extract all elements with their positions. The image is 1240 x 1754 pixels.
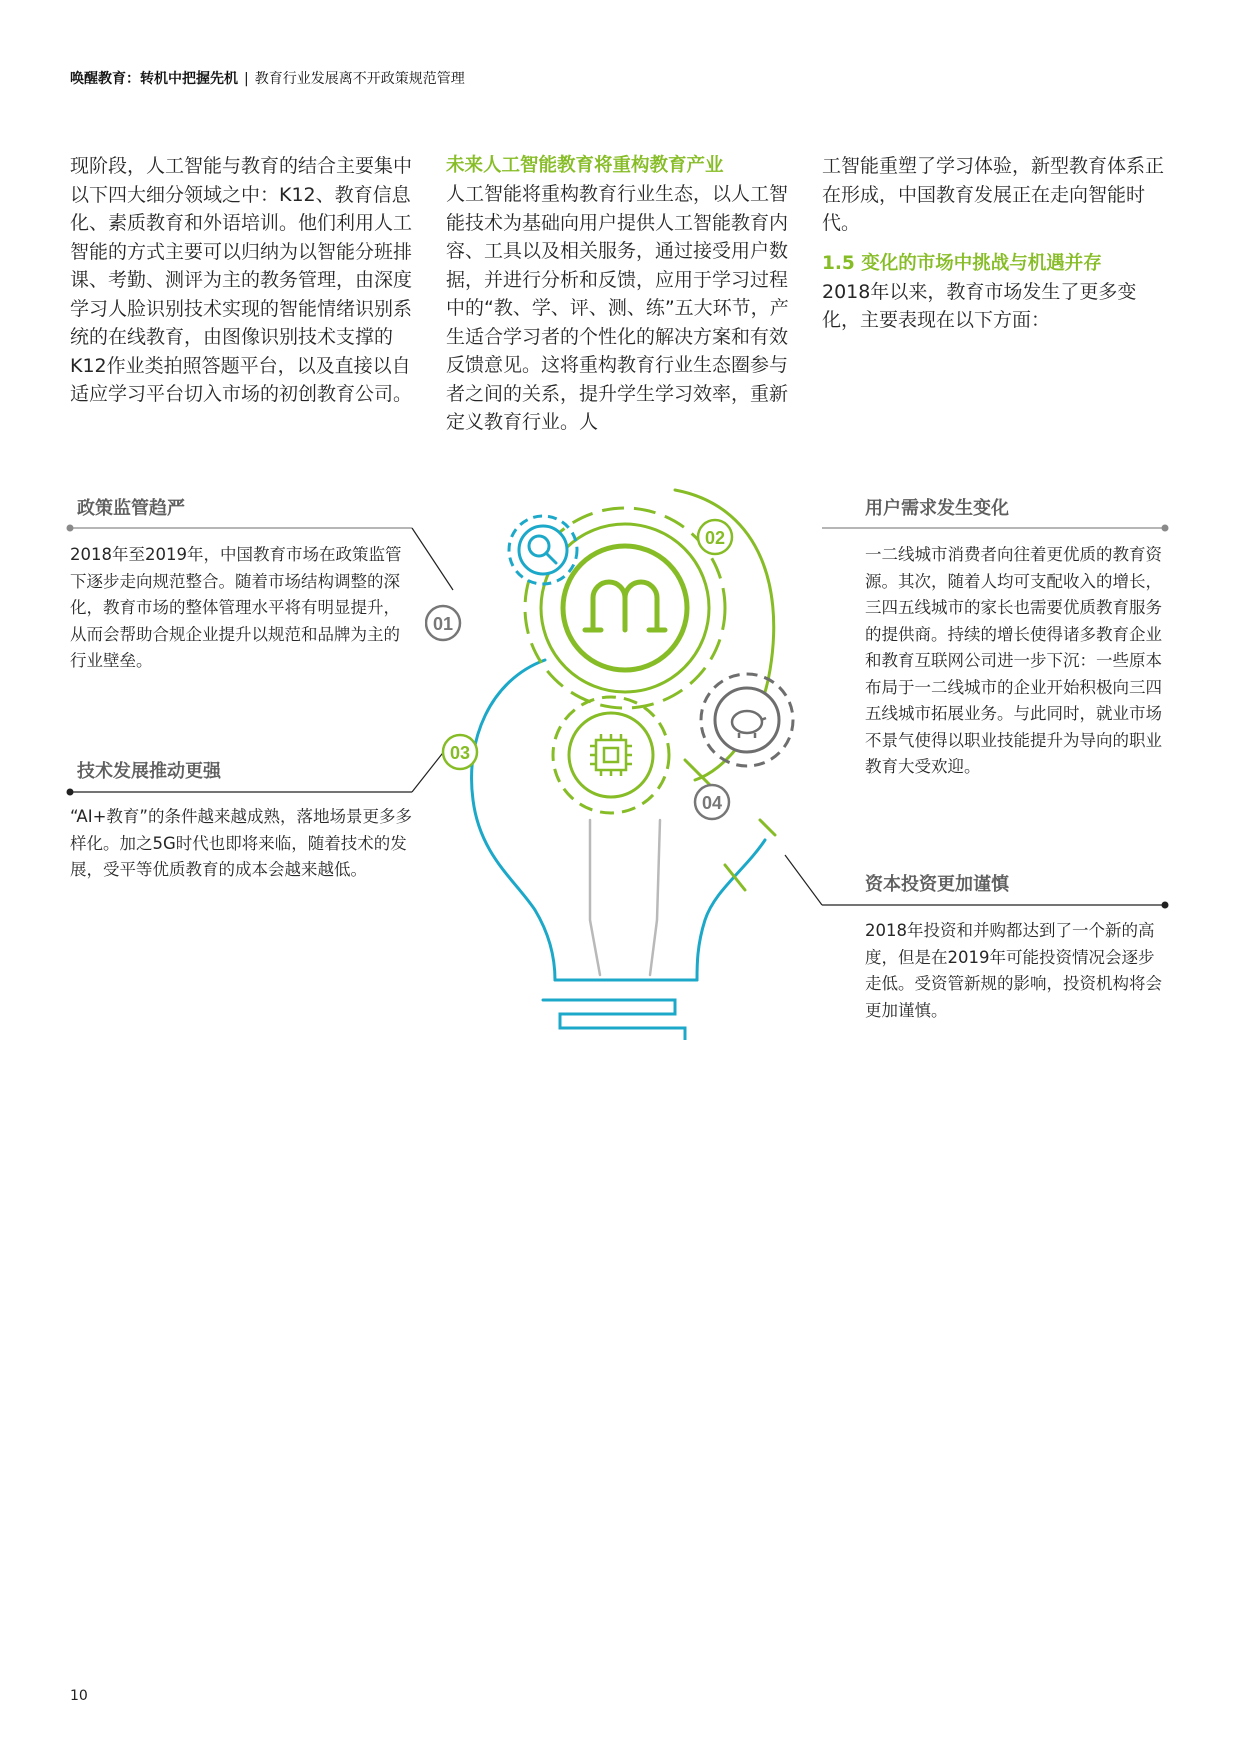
middle-column-heading: 未来人工智能教育将重构教育产业 [446, 155, 724, 176]
search-gear [509, 516, 577, 584]
left-column-text: 现阶段，人工智能与教育的结合主要集中以下四大细分领域之中：K12、教育信息化、素质教育和外语培训。他们利用人工智能的方式主要可以归纳为以智能分班排课、考勤、测评为主的教务管理，由深度学习人脸识别技术实现的智能情绪识别系统的在线教育，由图像识别技术支撑的K12作业类拍照答题平台，以及直接以自适应学习平台切入市场的初创教育公司。 [70, 155, 413, 405]
svg-text:01: 01 [432, 614, 454, 634]
section-02-body: 一二线城市消费者向往着更优质的教育资源。其次，随着人均可支配收入的增长，三四五线城市的家长也需要优质教育服务的提供商。持续的增长使得诸多教育企业和教育互联网公司进一步下沉：一些原本布局于一二线城市的企业开始积极向三四五线城市拓展业务。与此同时，就业市场不景气使得以职业技能提升为导向的职业教育大受欢迎。 [865, 545, 1162, 776]
svg-text:04: 04 [701, 793, 723, 813]
middle-column-text: 人工智能将重构教育行业生态，以人工智能技术为基础向用户提供人工智能教育内容、工具以及相关服务，通过接受用户数据，并进行分析和反馈，应用于学习过程中的“教、学、评、测、练”五大环节，产生适合学习者的个性化的解决方案和有效反馈意见。这将重构教育行业生态圈参与者之间的关系，提升学生学习效率，重新定义教育行业。人 [446, 183, 789, 433]
piggy-gear [701, 674, 793, 766]
page-number: 10 [70, 1688, 88, 1704]
badge-04 [695, 785, 729, 819]
svg-text:03: 03 [449, 743, 471, 763]
header-subtitle: 教育行业发展离不开政策规范管理 [254, 71, 465, 87]
section-04-title: 资本投资更加谨慎 [865, 874, 1009, 895]
bulb-filament [590, 820, 660, 975]
chip-gear [553, 697, 669, 813]
svg-text:02: 02 [704, 528, 726, 548]
header-title: 唤醒教育：转机中把握先机 [70, 71, 238, 87]
section-01-body: 2018年至2019年，中国教育市场在政策监管下逐步走向规范整合。随着市场结构调整的深化，教育市场的整体管理水平将有明显提升，从而会帮助合规企业提升以规范和品牌为主的行业壁垒。 [70, 545, 402, 670]
badge-03 [443, 735, 477, 769]
right-column-body: 2018年以来，教育市场发生了更多变化，主要表现在以下方面： [822, 280, 1137, 331]
badge-02 [698, 520, 732, 554]
header-separator: | [244, 71, 249, 87]
section-01-title: 政策监管趋严 [77, 498, 185, 519]
badge-01 [426, 606, 460, 640]
lightbulb-gears-illustration [425, 480, 825, 1040]
section-heading-1-5: 1.5 变化的市场中挑战与机遇并存 [822, 252, 1102, 274]
section-03-title: 技术发展推动更强 [77, 761, 221, 782]
section-03-body: “AI+教育”的条件越来越成熟，落地场景更多多样化。加之5G时代也即将来临，随着技术的发展，受平等优质教育的成本会越来越低。 [70, 807, 412, 879]
right-column-top-text: 工智能重塑了学习体验，新型教育体系正在形成，中国教育发展正在走向智能时代。 [822, 155, 1165, 234]
section-04-body: 2018年投资和并购都达到了一个新的高度，但是在2019年可能投资情况会逐步走低。受资管新规的影响，投资机构将会更加谨慎。 [865, 921, 1162, 1020]
section-02-title: 用户需求发生变化 [865, 498, 1009, 519]
